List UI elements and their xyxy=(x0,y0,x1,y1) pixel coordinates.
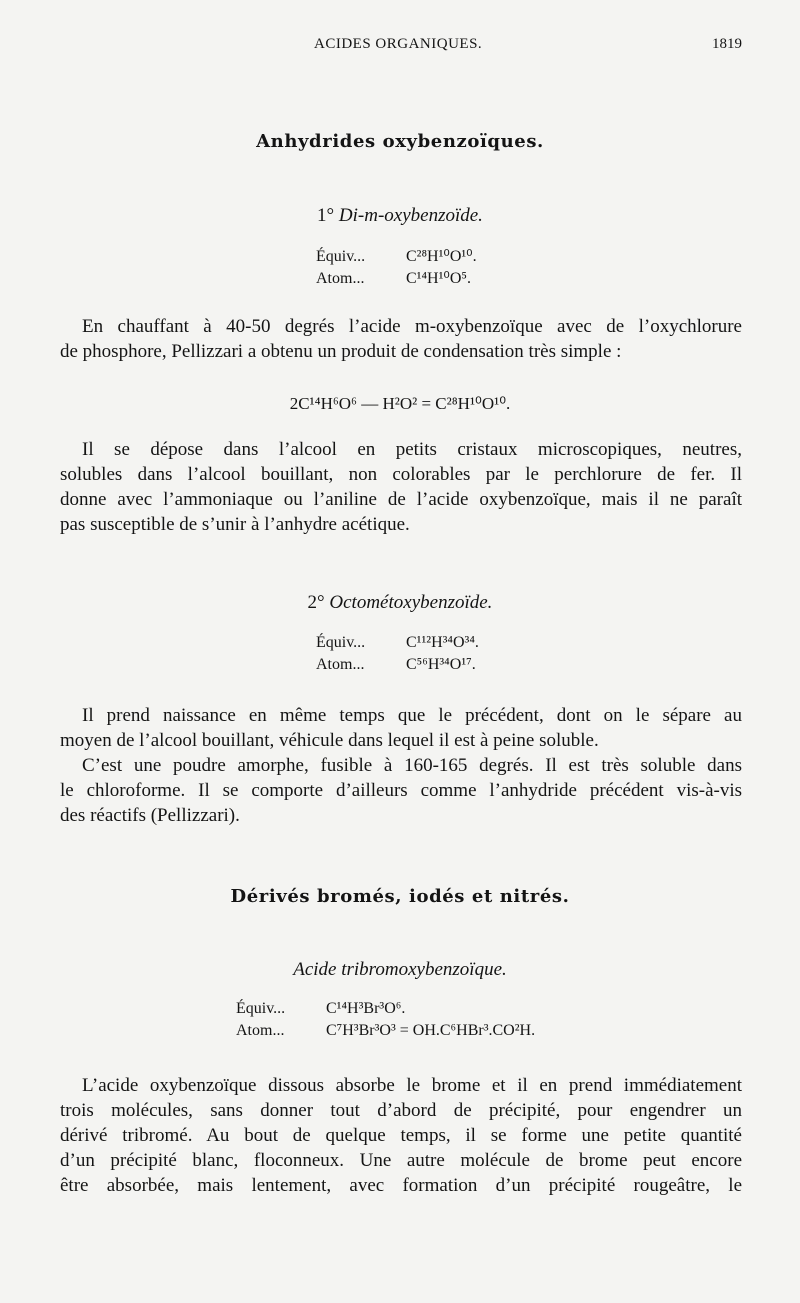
section-title-anhydrides: Anhydrides oxybenzoïques. xyxy=(256,131,544,152)
compound-number: 1° xyxy=(317,205,335,226)
formula-equiv-1 xyxy=(316,246,477,266)
compound-name: Di-m-oxybenzoïde. xyxy=(338,205,483,226)
compound-heading-3 xyxy=(0,959,800,981)
paragraph-line: moyen de l’alcool bouillant, véhicule dans lequel il est à peine soluble. xyxy=(60,730,599,751)
paragraph-line: Il se dépose dans l’alcool en petits cristaux microscopiques, neutres, xyxy=(82,439,742,460)
atom-formula: C⁷H³Br³O³ = OH.C⁶HBr³.CO²H. xyxy=(326,1022,536,1039)
paragraph-line: d’un précipité blanc, floconneux. Une autre molécule de brome peut encore xyxy=(60,1150,742,1171)
atom-label: Atom... xyxy=(316,270,365,287)
paragraph-line: de phosphore, Pellizzari a obtenu un produit de condensation très simple : xyxy=(60,341,622,362)
paragraph-line: Il prend naissance en même temps que le précédent, dont on le sépare au xyxy=(82,705,742,726)
paragraph-4 xyxy=(60,1073,742,1198)
paragraph-line: solubles dans l’alcool bouillant, non colorables par le perchlorure de fer. Il xyxy=(60,464,742,485)
paragraph-line: En chauffant à 40-50 degrés l’acide m-oxybenzoïque avec de l’oxychlorure xyxy=(82,316,742,337)
compound-name: Octométoxybenzoïde. xyxy=(329,592,493,613)
atom-formula: C⁵⁶H³⁴O¹⁷. xyxy=(406,656,476,673)
equiv-label: Équiv... xyxy=(316,634,366,651)
equiv-label: Équiv... xyxy=(316,248,366,265)
formula-equiv-3 xyxy=(236,1000,405,1018)
paragraph-line: être absorbée, mais lentement, avec formation d’un précipité rougeâtre, le xyxy=(60,1175,742,1196)
compound-number: 2° xyxy=(307,592,325,613)
equiv-formula: C²⁸H¹⁰O¹⁰. xyxy=(406,248,477,265)
atom-formula: C¹⁴H¹⁰O⁵. xyxy=(406,270,471,287)
paragraph-1 xyxy=(60,314,742,364)
page-header xyxy=(60,36,742,58)
paragraph-line: des réactifs (Pellizzari). xyxy=(60,805,240,826)
running-title: ACIDES ORGANIQUES. xyxy=(314,36,483,52)
formula-atom-3 xyxy=(236,1022,535,1040)
compound-name: Acide tribromoxybenzoïque. xyxy=(293,959,507,980)
paragraph-2 xyxy=(60,437,742,537)
paragraph-line: dérivé tribromé. Au bout de quelque temps, il se forme une petite quantité xyxy=(60,1125,742,1146)
compound-heading-1 xyxy=(0,205,800,227)
equiv-label: Équiv... xyxy=(236,1000,286,1017)
atom-label: Atom... xyxy=(236,1022,285,1039)
formula-atom-1 xyxy=(316,268,471,288)
formula-atom-2 xyxy=(316,656,476,674)
paragraph-line: pas susceptible de s’unir à l’anhydre acétique. xyxy=(60,514,410,535)
paragraph-3 xyxy=(60,703,742,828)
equiv-formula: C¹⁴H³Br³O⁶. xyxy=(326,1000,406,1017)
page-number: 1819 xyxy=(712,36,742,52)
paragraph-line: L’acide oxybenzoïque dissous absorbe le brome et il en prend immédiatement xyxy=(82,1075,742,1096)
compound-heading-2 xyxy=(0,592,800,614)
equation-condensation: 2C¹⁴H⁶O⁶ — H²O² = C²⁸H¹⁰O¹⁰. xyxy=(289,394,511,413)
paragraph-line: C’est une poudre amorphe, fusible à 160-165 degrés. Il est très soluble dans xyxy=(82,755,742,776)
paragraph-line: donne avec l’ammoniaque ou l’aniline de l’acide oxybenzoïque, mais il ne paraît xyxy=(60,489,742,510)
formula-equiv-2 xyxy=(316,634,479,652)
paragraph-line: le chloroforme. Il se comporte d’ailleurs comme l’anhydride précédent vis-à-vis xyxy=(60,780,742,801)
paragraph-line: trois molécules, sans donner tout d’abord de précipité, pour engendrer un xyxy=(60,1100,742,1121)
section-title-derives: Dérivés bromés, iodés et nitrés. xyxy=(230,886,570,907)
atom-label: Atom... xyxy=(316,656,365,673)
equiv-formula: C¹¹²H³⁴O³⁴. xyxy=(406,634,479,651)
